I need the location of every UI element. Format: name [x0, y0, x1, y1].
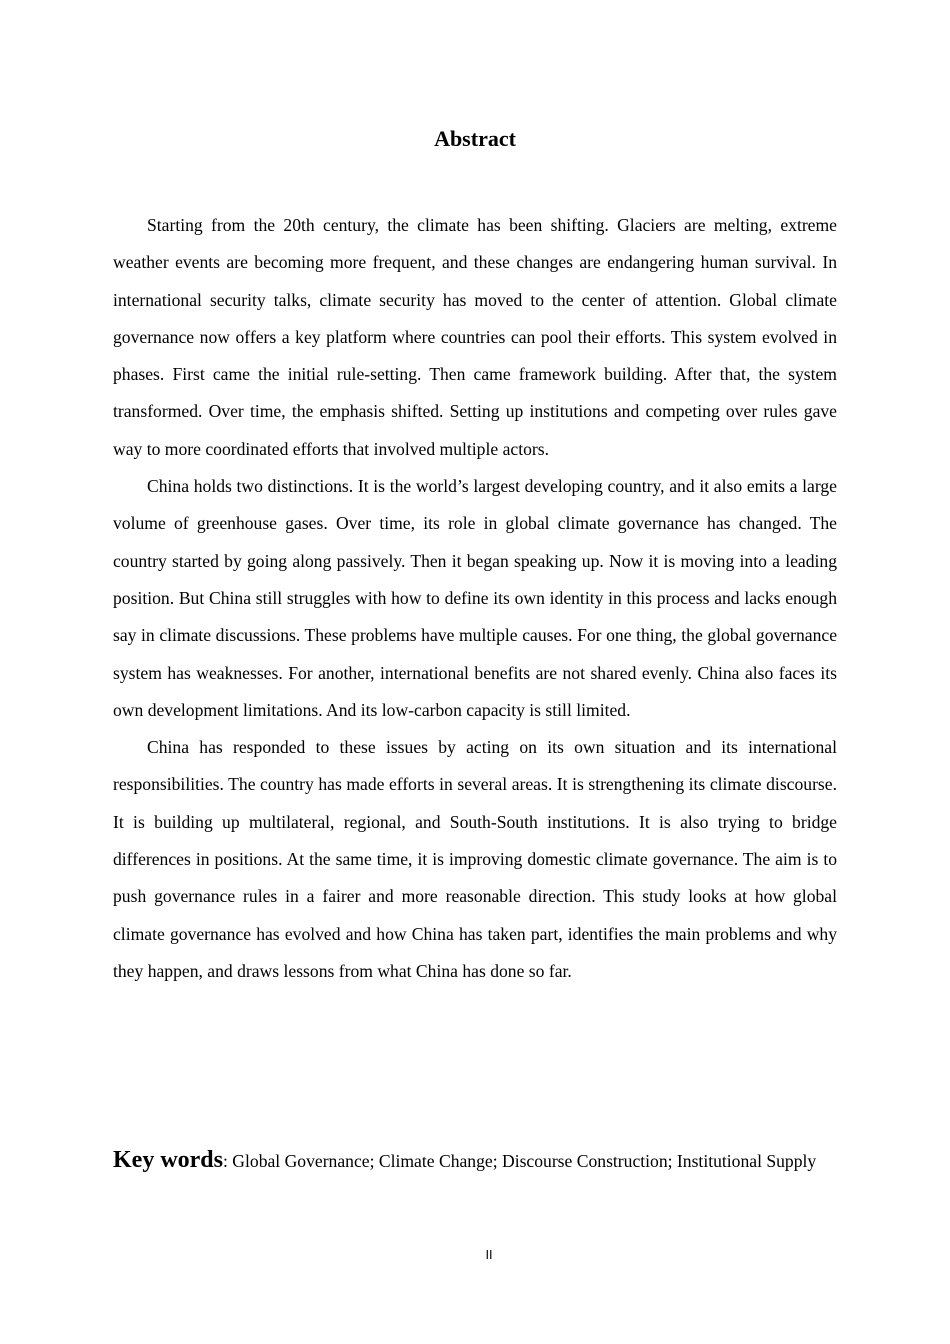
page-number: II — [485, 1248, 493, 1262]
keywords-line — [113, 1136, 837, 1185]
abstract-body — [113, 207, 837, 990]
keywords-separator: : — [223, 1151, 228, 1171]
page-title: Abstract — [434, 126, 516, 151]
abstract-paragraph-1: Starting from the 20th century, the climate has been shifting. Glaciers are melting, extreme weather events are becoming more frequent, and these changes are endangering human survival. In international security talks, climate security has moved to the center of attention. Global climate governance now offers a key platform where countries can pool their efforts. This system evolved in phases. First came the initial rule-setting. Then came framework building. After that, the system transformed. Over time, the emphasis shifted. Setting up institutions and competing over rules gave way to more coordinated efforts that involved multiple actors. — [113, 215, 837, 459]
keywords-text: Global Governance; Climate Change; Discourse Construction; Institutional Supply — [232, 1151, 817, 1171]
abstract-paragraph-2: China holds two distinctions. It is the world’s largest developing country, and it also emits a large volume of greenhouse gases. Over time, its role in global climate governance has changed. The country started by going along passively. Then it began speaking up. Now it is moving into a leading position. But China still struggles with how to define its own identity in this process and lacks enough say in climate discussions. These problems have multiple causes. For one thing, the global governance system has weaknesses. For another, international benefits are not shared evenly. China also faces its own development limitations. And its low-carbon capacity is still limited. — [113, 476, 837, 720]
keywords-label: Key words — [113, 1147, 223, 1173]
abstract-paragraph-3: China has responded to these issues by acting on its own situation and its international responsibilities. The country has made efforts in several areas. It is strengthening its climate discourse. It is building up multilateral, regional, and South-South institutions. It is also trying to bridge differences in positions. At the same time, it is improving domestic climate governance. The aim is to push governance rules in a fairer and more reasonable direction. This study looks at how global climate governance has evolved and how China has taken part, identifies the main problems and why they happen, and draws lessons from what China has done so far. — [113, 737, 837, 981]
